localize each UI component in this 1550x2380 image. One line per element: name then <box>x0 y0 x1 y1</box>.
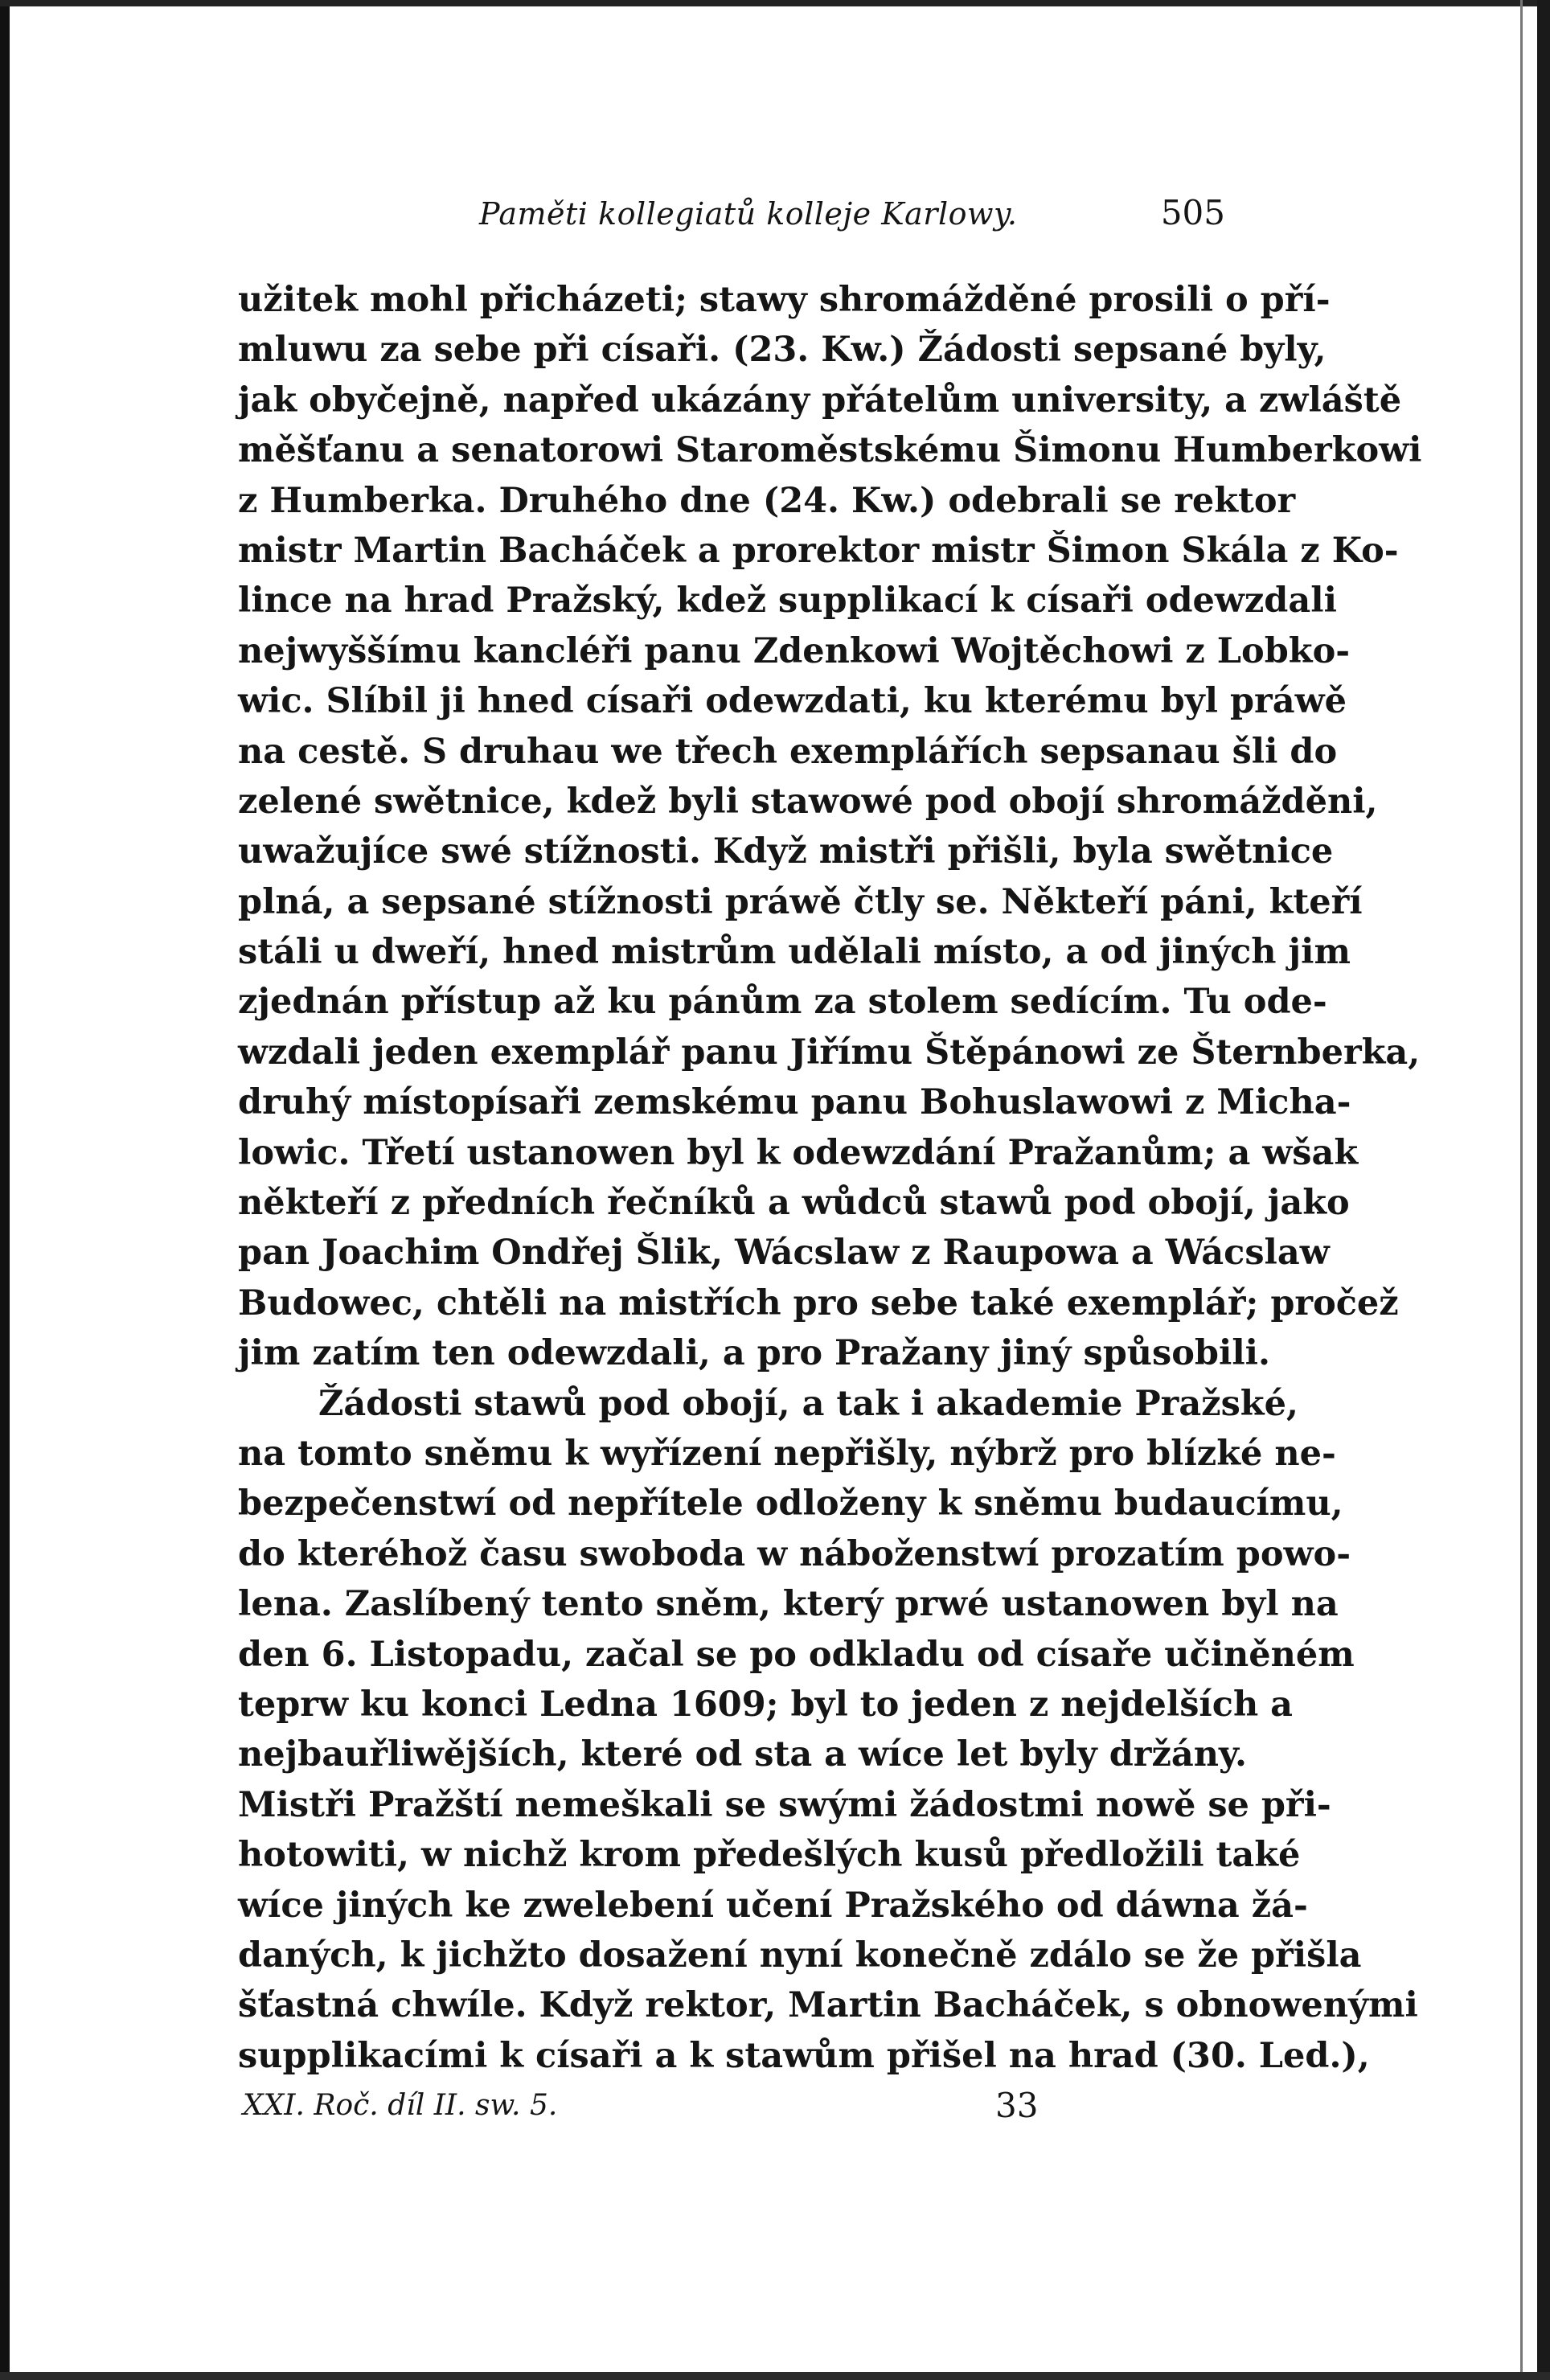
text-line: hotowiti, w nichž krom předešlých kusů předložili také <box>238 1835 1301 1876</box>
scan-edge-top <box>0 0 1550 6</box>
running-head <box>238 190 1225 262</box>
scan-edge-left <box>0 0 10 2380</box>
text-line: lowic. Třetí ustanowen byl k odewzdání Pražanům; a wšak <box>238 1132 1359 1173</box>
text-line: mistr Martin Bacháček a prorektor mistr Šimon Skála z Ko- <box>238 530 1399 571</box>
body-text <box>238 275 1422 2081</box>
text-line: do kteréhož času swoboda w náboženstwí prozatím powo- <box>238 1533 1351 1574</box>
text-line: jak obyčejně, napřed ukázány přátelům university, a zwláště <box>238 380 1402 421</box>
text-line: wic. Slíbil ji hned císaři odewzdati, ku kterému byl práwě <box>238 681 1347 722</box>
text-line: užitek mohl přicházeti; stawy shromážděné prosili o pří- <box>238 280 1331 320</box>
text-line: teprw ku konci Ledna 1609; byl to jeden z nejdelších a <box>238 1684 1294 1725</box>
text-line: wíce jiných ke zwelebení učení Pražského od dáwna žá- <box>238 1885 1308 1926</box>
text-line: Mistři Pražští nemeškali se swými žádostmi nowě se při- <box>238 1784 1331 1825</box>
running-title: Paměti kollegiatů kolleje Karlowy. <box>479 196 1018 232</box>
text-line: Budowec, chtěli na mistřích pro sebe také exemplář; pročež <box>238 1282 1399 1323</box>
text-line: někteří z předních řečníků a wůdců stawů pod obojí, jako <box>238 1183 1350 1224</box>
text-line: nejbauřliwějších, které od sta a wíce let byly držány. <box>238 1734 1248 1775</box>
text-line: bezpečenstwí od nepřítele odloženy k sněmu budaucímu, <box>238 1483 1343 1524</box>
text-line: zelené swětnice, kdež byli stawowé pod obojí shromážděni, <box>238 781 1378 822</box>
text-line: uwažujíce swé stížnosti. Když mistři přišli, byla swětnice <box>238 831 1334 872</box>
text-line: plná, a sepsané stížnosti práwě čtly se. Někteří páni, kteří <box>238 881 1363 922</box>
page-footer <box>238 2086 1225 2142</box>
text-line: nejwyššímu kancléři panu Zdenkowi Wojtěchowi z Lobko- <box>238 630 1351 671</box>
text-line: na tomto sněmu k wyřízení nepřišly, nýbrž pro blízké ne- <box>238 1433 1336 1474</box>
text-line: na cestě. S druhau we třech exemplářích sepsanau šli do <box>238 731 1338 772</box>
text-line: den 6. Listopadu, začal se po odkladu od císaře učiněném <box>238 1634 1355 1675</box>
footer-signature: XXI. Roč. díl II. sw. 5. <box>243 2089 558 2123</box>
text-line: šťastná chwíle. Když rektor, Martin Bacháček, s obnowenými <box>238 1985 1418 2026</box>
text-line: wzdali jeden exemplář panu Jiřímu Štěpánowi ze Šternberka, <box>238 1032 1421 1073</box>
text-line: stáli u dweří, hned mistrům udělali místo, a od jiných jim <box>238 932 1351 973</box>
text-line: druhý místopísaři zemskému panu Bohuslawowi z Micha- <box>238 1082 1351 1123</box>
text-line: měšťanu a senatorowi Staroměstskému Šimonu Humberkowi <box>238 430 1422 471</box>
text-line: z Humberka. Druhého dne (24. Kw.) odebrali se rektor <box>238 480 1296 521</box>
text-line: lena. Zaslíbený tento sněm, který prwé ustanowen byl na <box>238 1584 1339 1625</box>
text-line: pan Joachim Ondřej Šlik, Wácslaw z Raupowa a Wácslaw <box>238 1233 1330 1274</box>
text-line: jim zatím ten odewzdali, a pro Pražany jiný spůsobili. <box>238 1333 1270 1374</box>
text-line: mluwu za sebe při císaři. (23. Kw.) Žádosti sepsané byly, <box>238 330 1327 371</box>
text-line: lince na hrad Pražský, kdež supplikací k císaři odewzdali <box>238 581 1337 622</box>
text-line: zjednán přístup až ku pánům za stolem sedícím. Tu ode- <box>238 982 1327 1023</box>
footer-sheet-number: 33 <box>995 2086 1039 2126</box>
scan-edge-right-inner <box>1520 0 1523 2380</box>
text-line: daných, k jichžto dosažení nyní konečně zdálo se že přišla <box>238 1935 1362 1976</box>
text-line: supplikacími k císaři a k stawům přišel na hrad (30. Led.), <box>238 2035 1370 2076</box>
text-line: Žádosti stawů pod obojí, a tak i akademie Pražské, <box>318 1383 1298 1424</box>
scan-edge-bottom <box>0 2372 1550 2380</box>
book-page <box>238 190 1422 2248</box>
page-number: 505 <box>1160 193 1225 232</box>
scan-edge-right <box>1537 0 1550 2380</box>
